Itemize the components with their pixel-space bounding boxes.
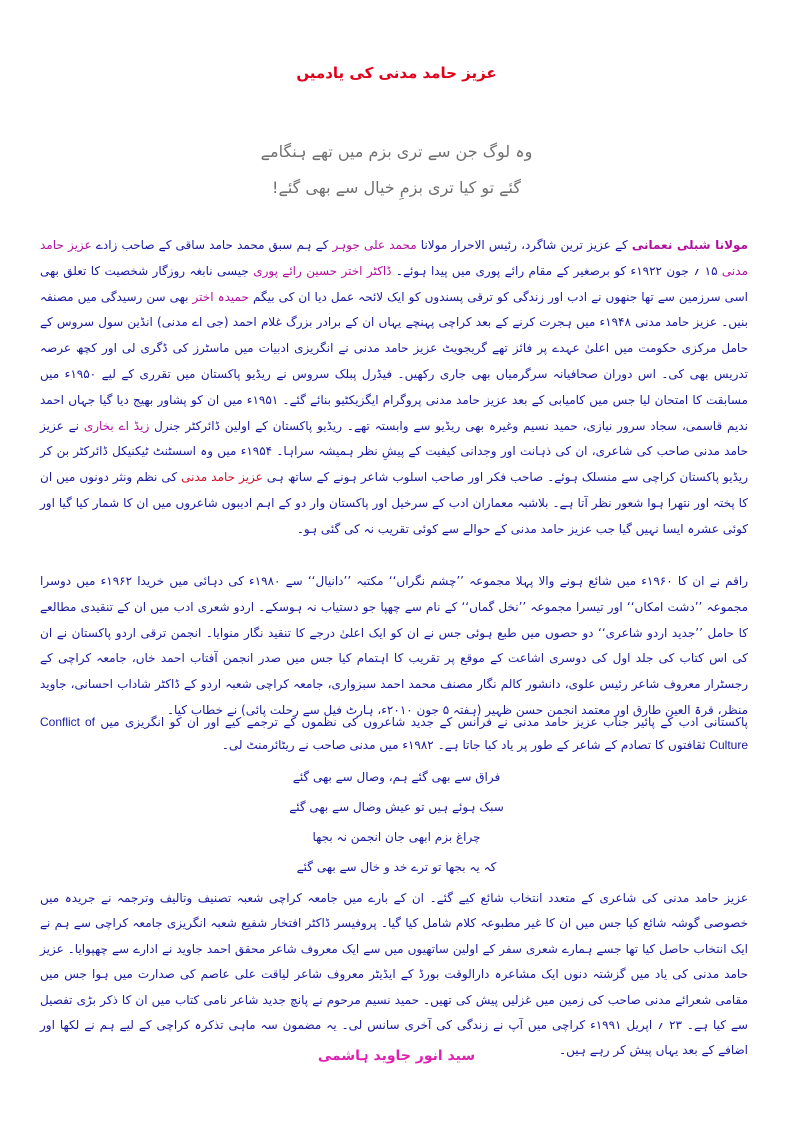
paragraph-text: کے عزیز ترین شاگرد، رئیس الاحرار مولانا	[416, 238, 632, 252]
paragraph-text: نے عزیز حامد مدنی صاحب کی شاعری، ان کی ذہانت اور وجدانی کیفیت کے پیشِ نظر ہمیشہ سراہا۔ ۱۹۵۴ء میں وہ اسسٹنٹ ٹیکنیکل ڈائرکٹر بن کر ریڈیو پاکستان کراچی سے منسلک ہوئے۔ صاحب فکر اور صاحب اسلوب شاعر ہونے کے ساتھ ہی	[40, 418, 749, 485]
paragraph-works: راقم نے ان کا ۱۹۶۰ء میں شائع ہونے والا پہلا مجموعہ ’’چشم نگراں‘‘ مکتبہ ’’دانیال‘‘ سے ۱۹۸۰ء کی دہائی میں خریدا ۱۹۶۲ء میں دوسرا مجموعہ ’’دشت امکاں‘‘ اور تیسرا مجموعہ ’’نخل گماں‘‘ کے نام سے چھپا جو دستیاب نہ ہوسکے۔ اردو شعری ادب میں ان کے تنقیدی مطالعے کا حامل ’’جدید اردو شاعری‘‘ دو حصوں میں طبع ہوئی جس نے ان کو ایک اعلیٰ درجے کا تنقید نگار منوایا۔ انجمن ترقی اردو پاکستان نے ان کی اس کتاب کی جلد اول کی دوسری اشاعت کے موقع پر تقریب کا اہتمام کیا جس میں صدر انجمن آفتاب احمد خاں، جامعہ کراچی کے رجسٹرار معروف شاعر رئیس علوی، دانشور کالم نگار مصنف محمد احمد سبزواری، جامعہ کراچی شعبہ اردو کے ڈاکٹر شاداب احسانی، جاوید منظر، قرۃ العین طارق اور معتمد انجمن حسن ظہیر (ہفتہ ۵ جون ۲۰۱۰ء، ہارٹ فیل سے رحلت پائی) نے خطاب کیا۔	[40, 574, 748, 717]
name-hameeda-akhtar: حمیدہ اختر	[192, 289, 249, 304]
paragraph-text: پاکستانی ادب کے پائیر جناب عزیز حامد مدنی نے فرانس کے جدید شاعروں کی نظموں کے ترجمے کیے اور ان کو انگریزی میں	[94, 715, 748, 729]
article-title: عزیز حامد مدنی کی یادمیں	[296, 64, 497, 82]
opening-couplet-line-1: وہ لوگ جن سے تری بزم میں تھے ہنگامے	[260, 142, 533, 161]
opening-couplet-line-2: گئے تو کیا تری بزمِ خیال سے بھی گئے!	[272, 178, 521, 197]
name-zed-a-bukhari: زیڈ اے بخاری	[83, 418, 150, 433]
name-aziz-hamid-madani: عزیز حامد مدنی	[40, 238, 748, 278]
paragraph-translation	[40, 711, 748, 757]
paragraph-text: ثقافتوں کا تصادم کے شاعر کے طور پر یاد کیا جاتا ہے۔ ۱۹۸۲ء میں مدنی صاحب نے ریٹائرمنٹ لی۔	[221, 738, 710, 752]
verse-line: کہ یہ بجھا تو ترے خد و خال سے بھی گئے	[296, 860, 497, 874]
paragraph-text: بھی سن رسیدگی میں مصنفہ بنیں۔ عزیز حامد مدنی ۱۹۴۸ء میں ہجرت کرنے کے بعد کراچی پہنچے یہاں ان کے برادر بزرگ غلام احمد (جی اے مدنی) انڈین سول سروس کے حامل مرکزی حکومت میں اعلیٰ عہدے پر فائز تھے گریجویٹ عزیز حامد مدنی نے انگریزی ادبیات میں ماسٹرز کی ڈگری لی اور کچھ عرصہ تدریس بھی کی۔ اس دوران صحافیانہ سرگرمیاں بھی جاری رکھیں۔ فیڈرل پبلک سروس نے ریڈیو پاکستان میں تقرری کے لیے ۱۹۵۰ء میں مسابقت کا امتحان لیا جس میں کامیابی کے بعد عزیز حامد مدنی پروگرام ایگزیکٹیو بنائے گئے۔ ۱۹۵۱ء میں ان کو پشاور بھیج دیا گیا جہاں احمد ندیم قاسمی، سجاد سرور نیازی، حمید نسیم وغیرہ بھی ریڈیو سے وابستہ تھے۔ ریڈیو پاکستان کے اولین ڈائرکٹر جنرل	[40, 289, 749, 433]
paragraph-text: کے ہم سبق محمد حامد ساقی کے صاحب زادے	[91, 238, 333, 252]
paragraph-biography	[40, 233, 748, 543]
author-signature: سید انور جاوید ہاشمی	[317, 1048, 476, 1064]
english-phrase: Conflict of Culture	[40, 715, 748, 752]
verse-line: چراغ بزم ابھی جان انجمن نہ بجھا	[312, 830, 481, 844]
paragraph-text: جیسی نابغہ روزگار شخصیت کا تعلق بھی اسی سرزمین سے تھا جنھوں نے ادب اور زندگی کو ترقی پسندوں کو ایک لائحہ عمل دیا ان کی بیگم	[40, 263, 748, 304]
paragraph-text: ۱۵ ؍ جون ۱۹۲۲ء کو برصغیر کے مقام رائے پوری میں پیدا ہوئے۔	[391, 263, 722, 278]
name-aziz-hamid-madani-2: عزیز حامد مدنی	[181, 470, 263, 485]
verse-line: فراق سے بھی گئے ہم، وصال سے بھی گئے	[292, 770, 501, 784]
name-akhtar-hussain-raipuri: ڈاکٹر اختر حسین رائے پوری	[253, 263, 392, 278]
paragraph-text: کی نظم ونثر دونوں میں ان کا پختہ اور نتھرا ہوا شعور نظر آتا ہے۔ بلاشبہ معماران ادب کے سرخیل اور پاکستان وار دو کے اہم ادیبوں شاعروں میں ان کا شمار کیا گیا اور کوئی عشرہ ایسا نہیں گیا جب عزیز حامد مدنی کے حوالے سے کوئی تقریب نہ کی گئی ہو۔	[40, 470, 748, 536]
paragraph-legacy: عزیز حامد مدنی کی شاعری کے متعدد انتخاب شائع کیے گئے۔ ان کے بارے میں جامعہ کراچی شعبہ تصنیف وتالیف وترجمہ نے جریدہ میں خصوصی گوشہ شائع کیا جس میں ان کا غیر مطبوعہ کلام شامل کیا گیا۔ پروفیسر ڈاکٹر افتخار شفیع شعبہ انگریزی جامعہ کراچی سے ہم نے ایک انتخاب حاصل کیا تھا جسے ہمارے شعری سفر کے اولین ساتھیوں میں سے ایک معروف شاعر محقق احمد جاوید نے ادارے سے چھپوایا۔ عزیز حامد مدنی کی یاد میں گزشتہ دنوں ایک مشاعرہ دارالوقت بورڈ کے ایڈیٹر معروف شاعر لیاقت علی عاصم کی صدارت میں ہوا جس میں مقامی شعرائے مدنی صاحب کی زمین میں غزلیں پیش کی تھیں۔ حمید نسیم مرحوم نے پانچ جدید شاعر نامی کتاب میں ان کا ذکر بڑی تفصیل سے کیا ہے۔ ۲۳ ؍ اپریل ۱۹۹۱ء کراچی میں آپ نے زندگی کی آخری سانس لی۔ یہ مضمون سہ ماہی تذکرہ کراچی کے لیے ہم نے لکھا اور اضافے کے بعد یہاں پیش کر رہے ہیں۔	[40, 891, 748, 1058]
verse-line: سبک ہوئے ہیں تو عیش وصال سے بھی گئے	[289, 800, 504, 814]
name-mohammad-ali-jauhar: محمد علی جوہر	[332, 238, 417, 252]
name-shibli-nomani: مولانا شبلی نعمانی	[631, 238, 748, 252]
